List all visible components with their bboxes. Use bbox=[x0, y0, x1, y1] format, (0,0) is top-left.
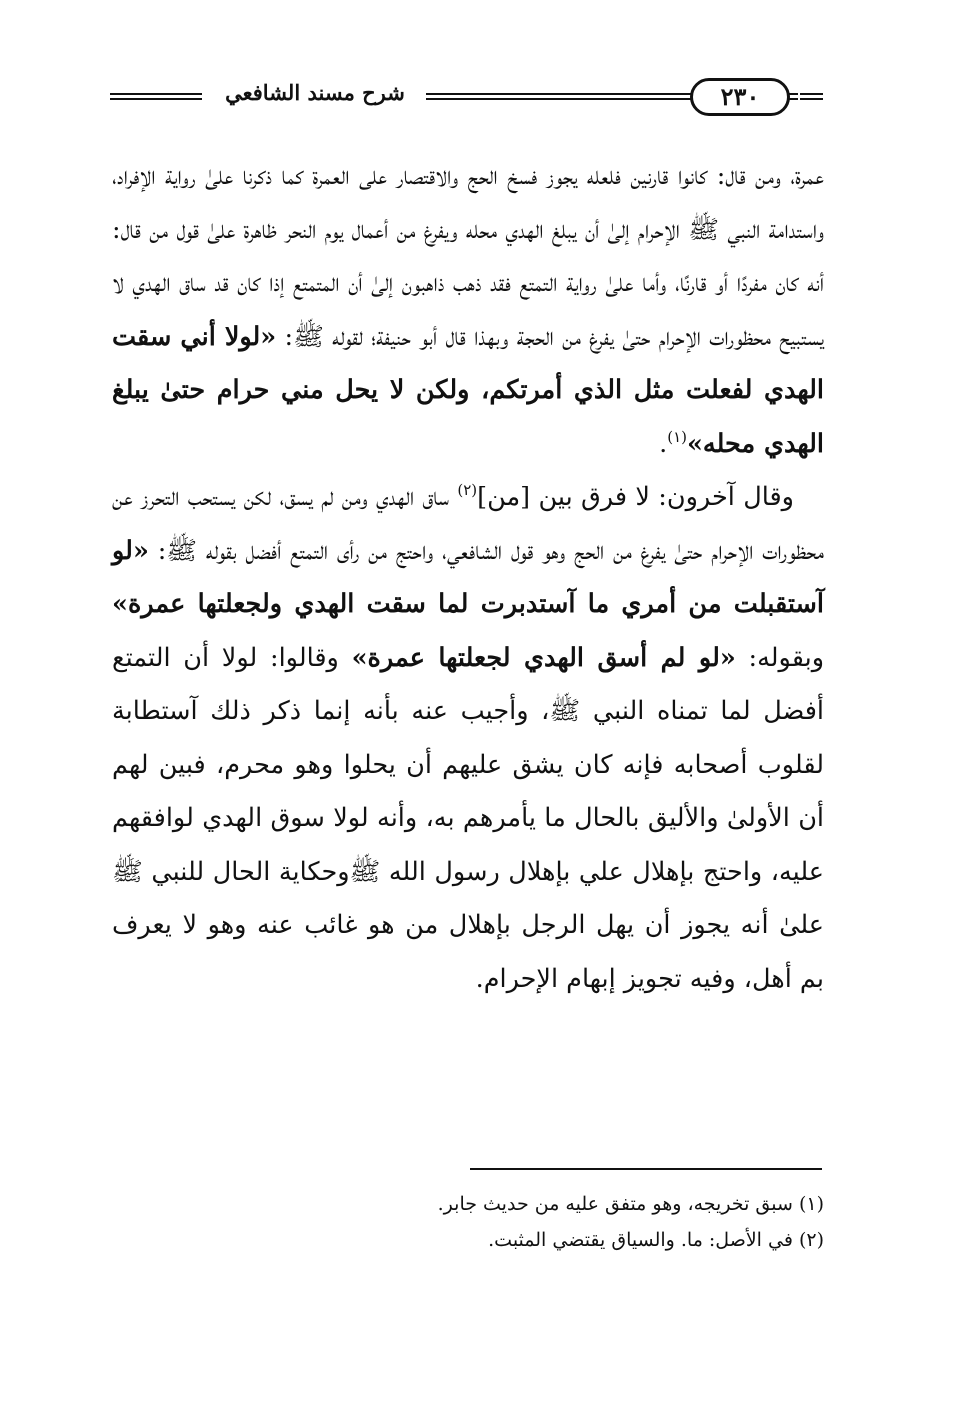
paragraph-2-text-a: وقال آخرون: لا فرق بين [من] bbox=[477, 482, 794, 512]
page-number-badge: ٢٣٠ bbox=[690, 78, 790, 116]
footnote-separator bbox=[470, 1168, 822, 1170]
running-title: شرح مسند الشافعي bbox=[225, 80, 405, 105]
paragraph-2 bbox=[112, 471, 824, 1006]
page-header bbox=[110, 70, 823, 126]
footnote-2: (٢) في الأصل: ما. والسياق يقتضي المثبت. bbox=[488, 1229, 824, 1251]
header-rule-right bbox=[800, 93, 823, 100]
paragraph-1-end: . bbox=[659, 428, 668, 459]
footnote-ref-1: (١) bbox=[667, 427, 687, 446]
paragraph-1-text: عمرة، ومن قال: كانوا قارنين فلعله يجوز فسخ الحج والاقتصار على العمرة كما ذكرنا علىٰ رواية الإفراد، واستدامة النبي ﷺ الإحرام إلىٰ أن يبلغ الهدي محله ويفرغ من أعمال يوم النحر ظاهرة علىٰ قول من قال: أنه كان مفردًا أو قارنًا، وأما علىٰ رواية التمتع فقد ذهب ذاهبون إلىٰ أن المتمتع إذا كان قد ساق الهدي لا يستبيح محظورات الإحرام حتىٰ يفرغ من الحجة وبهذا قال أبو حنيفة؛ لقوله ﷺ: bbox=[112, 161, 824, 352]
main-text bbox=[112, 150, 824, 1006]
footnote-ref-2: (٢) bbox=[457, 481, 478, 499]
footnotes bbox=[112, 1186, 824, 1258]
paragraph-2-text-b: ساق الهدي ومن لم يسق، لكن يستحب التحرز عن محظورات الإحرام حتىٰ يفرغ من الحج وهو قول الشافعي، واحتج من رأى التمتع أفضل بقوله ﷺ: bbox=[112, 482, 824, 566]
paragraph-2-text-c: وبقوله: bbox=[735, 642, 825, 673]
hadith-quote-3: «لو لم أسق الهدي لجعلتها عمرة» bbox=[351, 642, 736, 673]
paragraph-2-text-d: وقالوا: لولا أن التمتع أفضل لما تمناه النبي ﷺ، وأجيب عنه بأنه إنما ذكر ذلك آستطابة لقلوب أصحابه فإنه كان يشق عليهم أن يحلوا وهو محرم، فبين لهم أن الأولىٰ والأليق بالحال ما يأمرهم به، وأنه لولا سوق الهدي لوافقهم عليه، واحتج بإهلال علي بإهلال رسول الله ﷺوحكاية الحال للنبي ﷺ علىٰ أنه يجوز أن يهل الرجل بإهلال من هو غائب عنه وهو لا يعرف بم أهل، وفيه تجويز إبهام الإحرام. bbox=[112, 642, 824, 994]
hadith-quote-2: «لو آستقبلت من أمري ما آستدبرت لما سقت الهدي ولجعلتها عمرة» bbox=[112, 535, 824, 619]
footnote-1: (١) سبق تخريجه، وهو متفق عليه من حديث جابر. bbox=[437, 1193, 824, 1215]
header-rule-left bbox=[110, 93, 202, 100]
paragraph-1 bbox=[112, 150, 824, 471]
hadith-quote-1: «لولا أني سقت الهدي لفعلت مثل الذي أمرتكم، ولكن لا يحل مني حرام حتىٰ يبلغ الهدي محله» bbox=[112, 321, 824, 459]
